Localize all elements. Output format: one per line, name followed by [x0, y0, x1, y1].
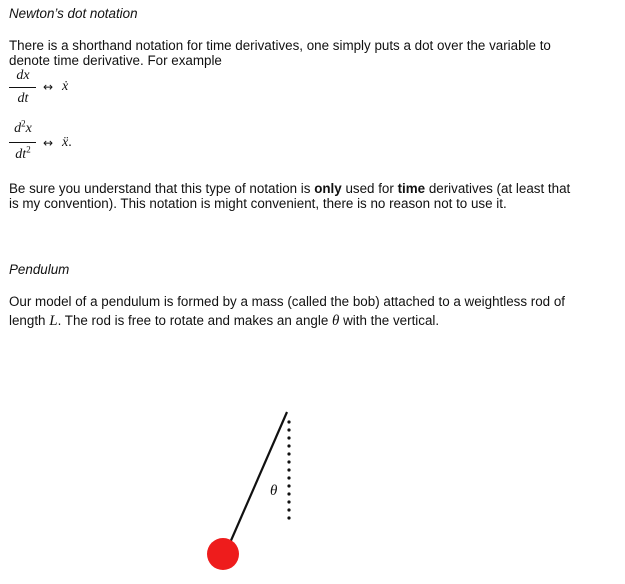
eq2-num-x: x: [25, 121, 32, 136]
note-line-1: Be sure you understand that this type of notation is only used for time derivatives (at least that: [9, 181, 571, 196]
emphasis-time: time: [397, 181, 426, 196]
intro-line-2: denote time derivative. For example: [9, 53, 222, 68]
pendulum-bob: [207, 538, 239, 570]
reference-dot: [287, 476, 290, 479]
vertical-reference-dotted-line: [287, 420, 290, 519]
section-title-pendulum: Pendulum: [9, 262, 70, 277]
reference-dot: [287, 492, 290, 495]
emphasis-only: only: [314, 181, 342, 196]
pendulum-line-2: length L. The rod is free to rotate and makes an angle θ with the vertical.: [9, 313, 440, 329]
eq1-arrow: ↔: [43, 80, 54, 94]
eq2-den-dt: dt: [15, 147, 27, 162]
section-title-newton-dot-notation: Newton’s dot notation: [9, 6, 138, 21]
eq2-x-ddot: ẍ.: [62, 135, 72, 150]
eq2-num-d: d: [14, 121, 22, 136]
reference-dot: [287, 460, 290, 463]
reference-dot: [287, 468, 290, 471]
symbol-theta: θ: [332, 313, 340, 329]
note-line-2: is my convention). This notation is might convenient, there is no reason not to use it.: [9, 196, 507, 211]
eq1-numerator: dx: [16, 68, 30, 83]
eq2-arrow: ↔: [43, 136, 54, 150]
reference-dot: [287, 500, 290, 503]
eq2-num-exponent: 2: [21, 118, 26, 129]
symbol-L: L: [49, 313, 58, 329]
eq1-x-dot: ẋ: [62, 79, 69, 94]
intro-line-1: There is a shorthand notation for time derivatives, one simply puts a dot over the variable to: [9, 38, 551, 53]
eq2-den-exponent: 2: [26, 144, 31, 155]
reference-dot: [287, 444, 290, 447]
reference-dot: [287, 436, 290, 439]
eq1-denominator: dt: [17, 91, 29, 106]
pendulum-rod: [226, 412, 287, 552]
reference-dot: [287, 452, 290, 455]
reference-dot: [287, 516, 290, 519]
pendulum-line-1: Our model of a pendulum is formed by a mass (called the bob) attached to a weightless rod of: [9, 294, 566, 309]
reference-dot: [287, 428, 290, 431]
reference-dot: [287, 508, 290, 511]
reference-dot: [287, 484, 290, 487]
angle-theta-label: θ: [270, 483, 278, 499]
reference-dot: [287, 420, 290, 423]
